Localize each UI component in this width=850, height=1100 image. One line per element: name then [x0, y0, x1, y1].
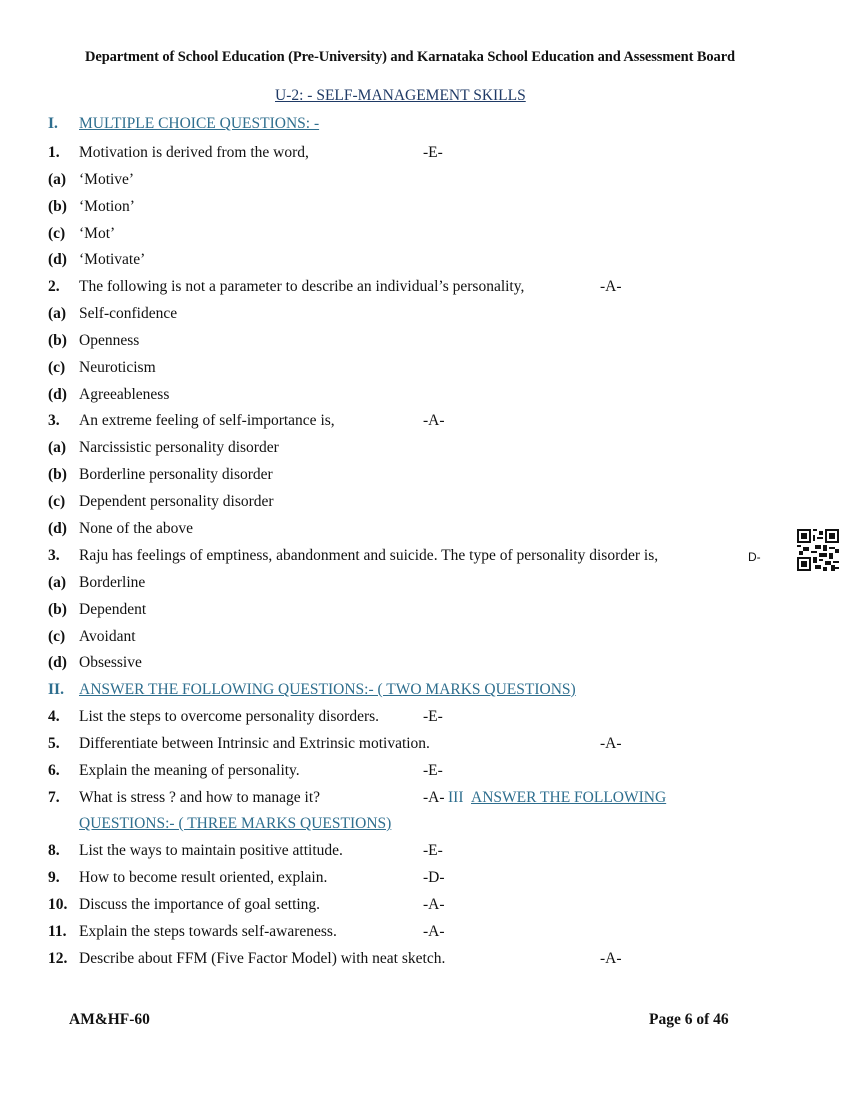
option-label: (a)	[48, 171, 67, 188]
unit-title: U-2: - SELF-MANAGEMENT SKILLS	[275, 87, 526, 104]
section-number-three-marks: III	[448, 789, 464, 806]
option-text: Borderline personality disorder	[79, 466, 273, 483]
option-text: None of the above	[79, 520, 194, 537]
option-label: (b)	[48, 332, 67, 349]
section-title-three-marks-continued: QUESTIONS:- ( THREE MARKS QUESTIONS)	[79, 815, 392, 832]
question-text: List the steps to overcome personality disorders.	[79, 708, 380, 725]
question-number: 7.	[48, 789, 60, 806]
option-label: (c)	[48, 628, 66, 645]
option-label: (b)	[48, 466, 67, 483]
option-text: Dependent personality disorder	[79, 493, 274, 510]
section-number-two-marks: II.	[48, 681, 64, 698]
difficulty-mark: -A-	[600, 735, 622, 752]
difficulty-mark: -D-	[423, 869, 445, 886]
option-label: (a)	[48, 574, 67, 591]
question-text: Raju has feelings of emptiness, abandonment and suicide. The type of personality disorder is,	[79, 547, 659, 564]
question-text: Motivation is derived from the word,	[79, 144, 309, 161]
question-number: 1.	[48, 144, 60, 161]
question-number: 5.	[48, 735, 60, 752]
question-text: What is stress ? and how to manage it?	[79, 789, 321, 806]
difficulty-mark: -E-	[423, 842, 443, 859]
option-text: Neuroticism	[79, 359, 156, 376]
difficulty-mark: -A-	[423, 896, 445, 913]
question-number: 3.	[48, 412, 60, 429]
qr-code-icon	[797, 529, 839, 571]
section-number-mcq: I.	[48, 115, 58, 132]
difficulty-mark: D-	[748, 550, 761, 564]
question-number: 9.	[48, 869, 60, 886]
option-label: (c)	[48, 359, 66, 376]
question-number: 3.	[48, 547, 60, 564]
difficulty-mark: -E-	[423, 708, 443, 725]
option-text: Narcissistic personality disorder	[79, 439, 279, 456]
question-text: Explain the meaning of personality.	[79, 762, 300, 779]
option-text: Obsessive	[79, 654, 142, 671]
option-text: ‘Mot’	[79, 225, 116, 242]
difficulty-mark: -A-	[423, 789, 445, 806]
page-number: Page 6 of 46	[649, 1011, 729, 1028]
difficulty-mark: -E-	[423, 144, 443, 161]
question-number: 12.	[48, 950, 68, 967]
question-number: 4.	[48, 708, 60, 725]
question-number: 6.	[48, 762, 60, 779]
footer-code: AM&HF-60	[69, 1011, 150, 1028]
option-label: (d)	[48, 251, 67, 268]
option-label: (d)	[48, 386, 67, 403]
difficulty-mark: -A-	[423, 923, 445, 940]
option-label: (c)	[48, 493, 66, 510]
difficulty-mark: -A-	[600, 278, 622, 295]
option-text: Borderline	[79, 574, 146, 591]
question-text: Describe about FFM (Five Factor Model) with neat sketch.	[79, 950, 446, 967]
difficulty-mark: -E-	[423, 762, 443, 779]
question-text: List the ways to maintain positive attitude.	[79, 842, 343, 859]
question-text: Discuss the importance of goal setting.	[79, 896, 321, 913]
option-text: ‘Motive’	[79, 171, 135, 188]
option-label: (d)	[48, 654, 67, 671]
section-title-two-marks: ANSWER THE FOLLOWING QUESTIONS:- ( TWO MARKS QUESTIONS)	[79, 681, 576, 698]
option-text: ‘Motivate’	[79, 251, 146, 268]
question-text: How to become result oriented, explain.	[79, 869, 328, 886]
question-number: 8.	[48, 842, 60, 859]
option-label: (b)	[48, 601, 67, 618]
option-text: Agreeableness	[79, 386, 170, 403]
difficulty-mark: -A-	[600, 950, 622, 967]
option-label: (c)	[48, 225, 66, 242]
option-label: (a)	[48, 439, 67, 456]
question-text: Explain the steps towards self-awareness.	[79, 923, 337, 940]
option-text: Openness	[79, 332, 140, 349]
section-title-three-marks: ANSWER THE FOLLOWING	[471, 789, 667, 806]
option-text: Self-confidence	[79, 305, 178, 322]
question-text: Differentiate between Intrinsic and Extrinsic motivation.	[79, 735, 430, 752]
option-label: (a)	[48, 305, 67, 322]
section-title-mcq: MULTIPLE CHOICE QUESTIONS: -	[79, 115, 320, 132]
option-text: ‘Motion’	[79, 198, 135, 215]
question-number: 10.	[48, 896, 68, 913]
option-label: (b)	[48, 198, 67, 215]
question-number: 11.	[48, 923, 67, 940]
option-label: (d)	[48, 520, 67, 537]
question-number: 2.	[48, 278, 60, 295]
option-text: Avoidant	[79, 628, 136, 645]
option-text: Dependent	[79, 601, 147, 618]
document-header: Department of School Education (Pre-University) and Karnataka School Education and Assessment Board	[84, 49, 736, 65]
question-text: An extreme feeling of self-importance is,	[79, 412, 335, 429]
difficulty-mark: -A-	[423, 412, 445, 429]
question-text: The following is not a parameter to describe an individual’s personality,	[79, 278, 525, 295]
